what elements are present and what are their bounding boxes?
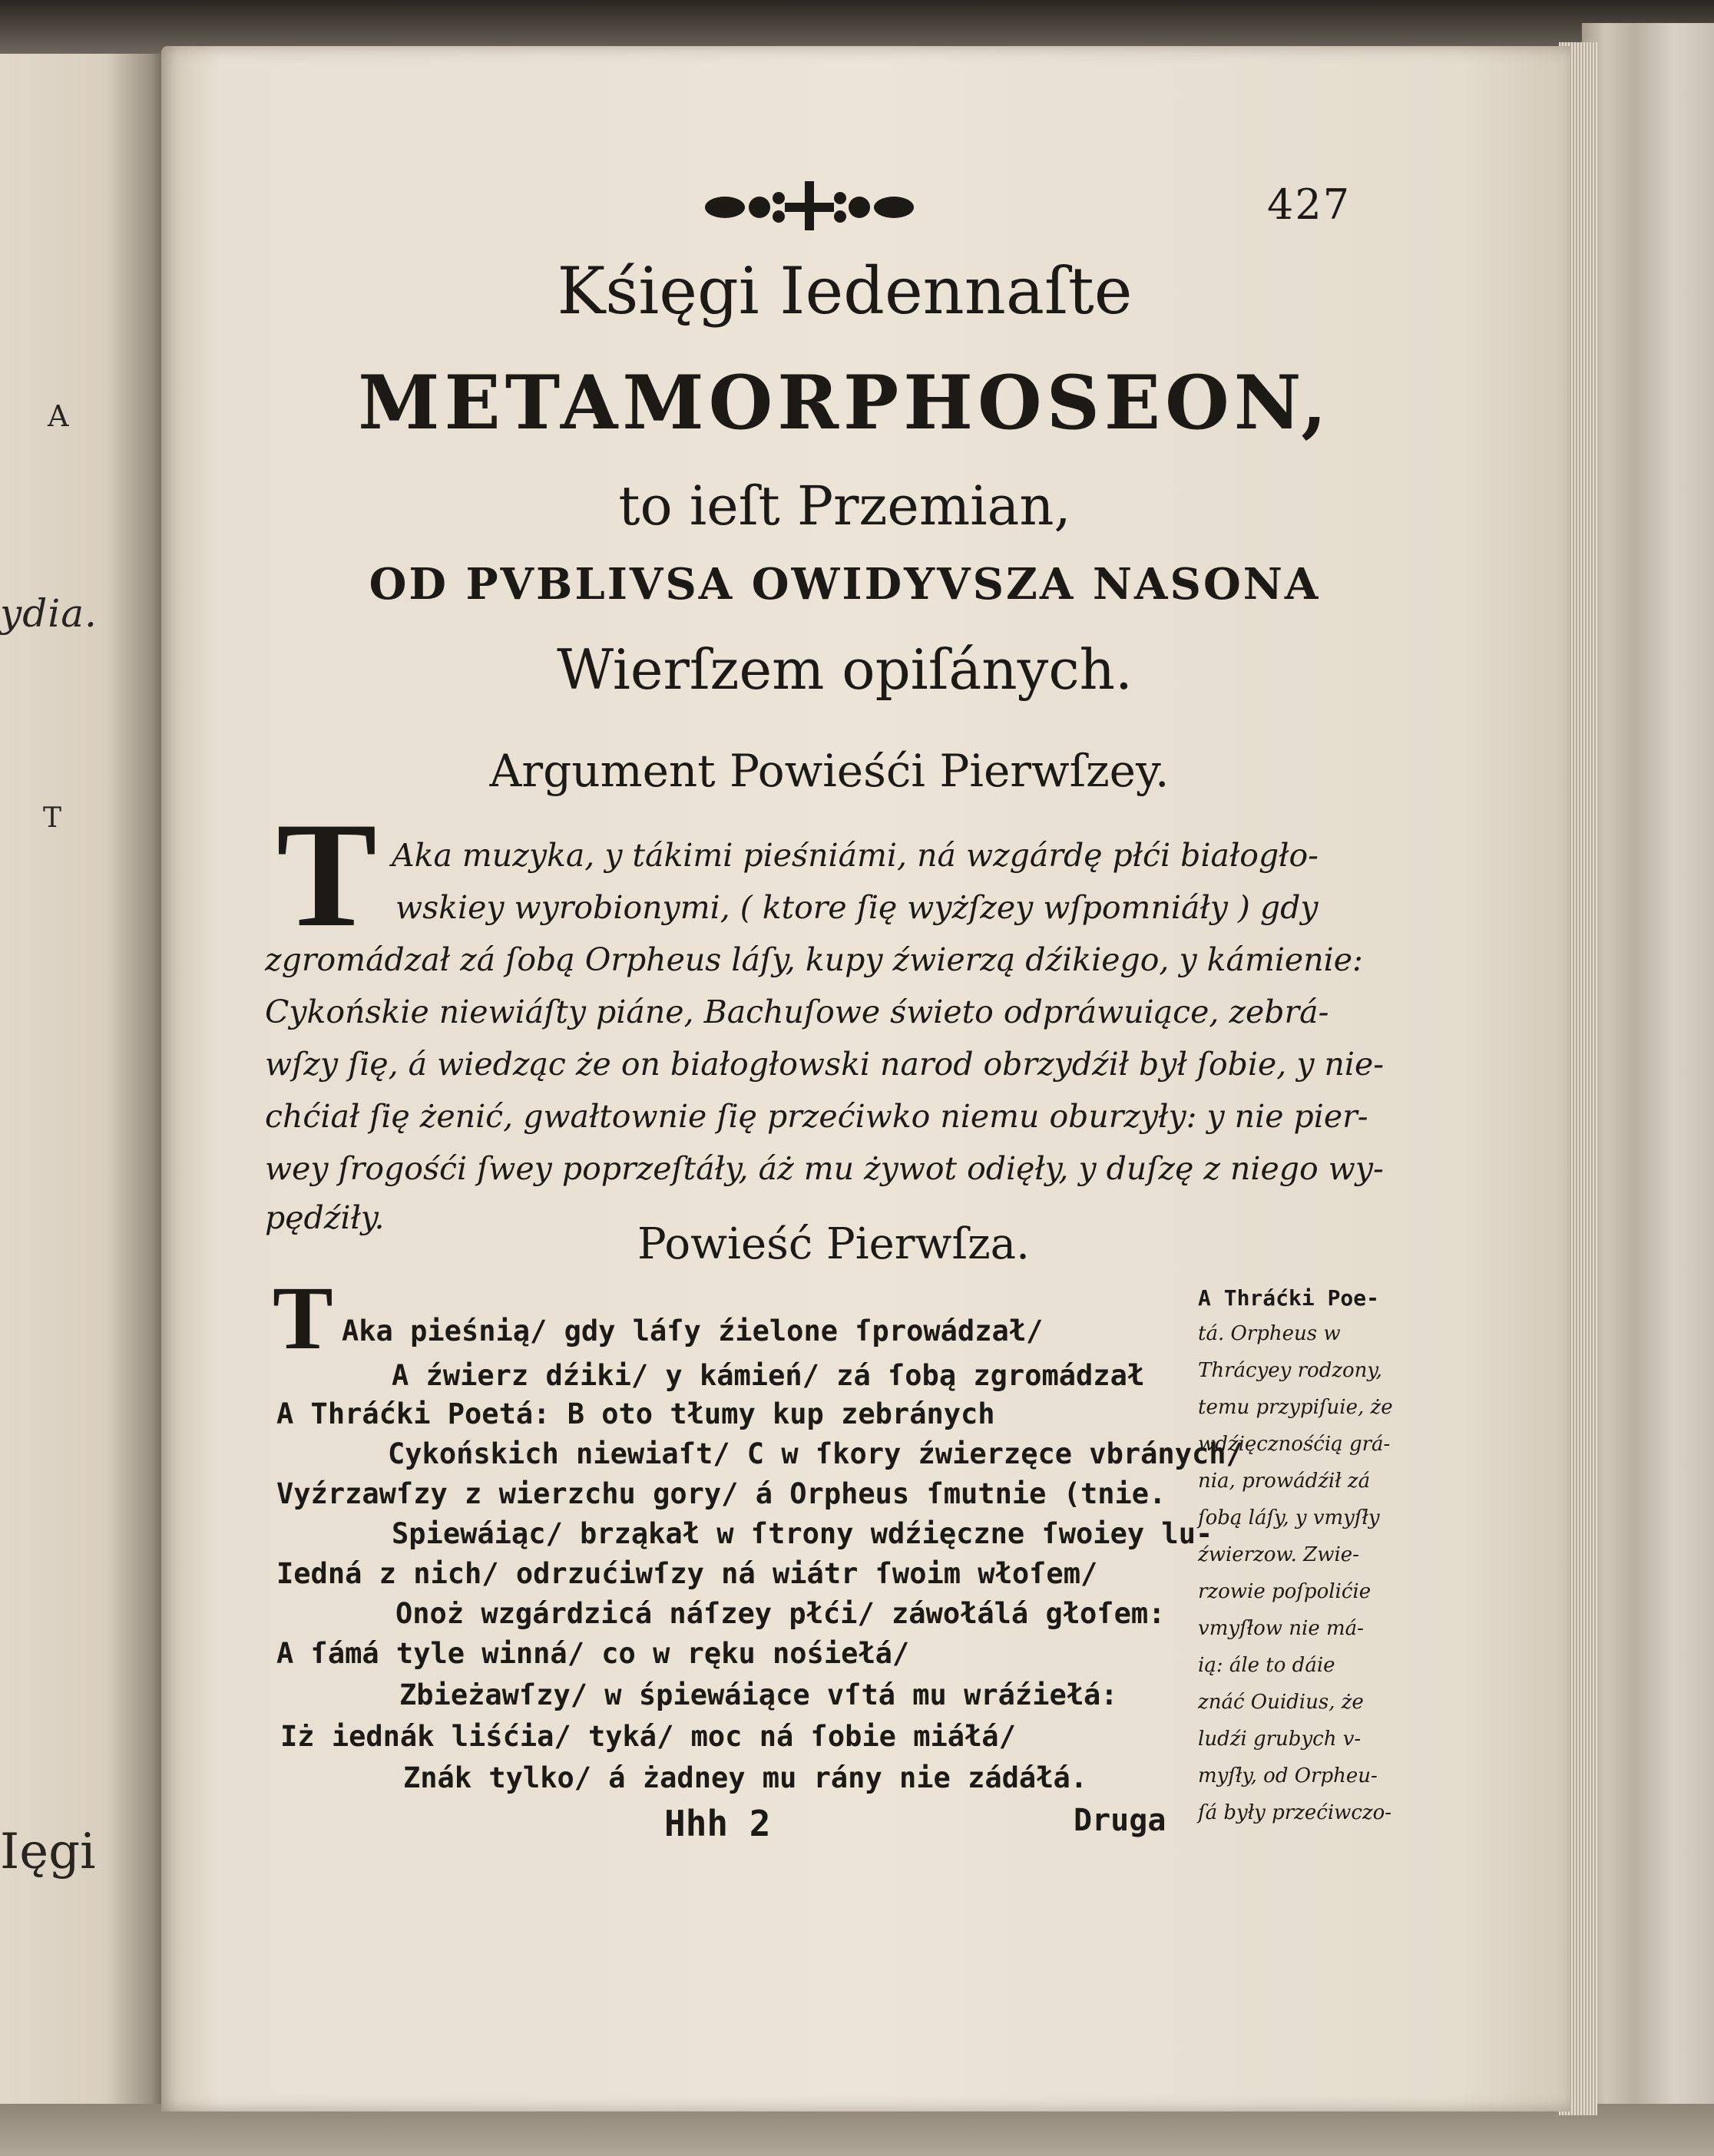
poem-line: A ſámá tyle winná/ co w ręku nośiełá/ — [276, 1637, 910, 1670]
bottom-shadow — [0, 2104, 1714, 2156]
argument-line: Cykońskie niewiáſty piáne, Bachuſowe świeto odpráwuiące, zebrá- — [265, 994, 1329, 1030]
margin-note-line: temu przypiſuie, że — [1198, 1396, 1393, 1419]
margin-note-line: myſły, od Orpheu- — [1198, 1764, 1378, 1787]
argument-line: chćiał ſię żenić, gwałtownie ſię przećiwko niemu oburzyły: y nie pier- — [265, 1098, 1368, 1135]
margin-note-line: ią: ále to dáie — [1198, 1654, 1335, 1677]
margin-note-line: ſá były przećiwczo- — [1198, 1801, 1392, 1824]
title-line: METAMORPHOSEON, — [358, 359, 1332, 446]
margin-note-line: Thrácyey rodzony, — [1198, 1359, 1382, 1382]
left-page-fragment: Ięgi — [0, 1824, 96, 1880]
title-line: OD PVBLIVSA OWIDYVSZA NASONA — [369, 559, 1321, 610]
poem-line: Cykońskich niewiaſt/ C w ſkory źwierzęce vbránych/ — [388, 1437, 1243, 1470]
poem-line: A źwierz dźiki/ y kámień/ zá ſobą zgromádzał — [392, 1359, 1145, 1392]
argument-line: wskiey wyrobionymi, ( ktore ſię wyżſzey wſpomniáły ) gdy — [395, 889, 1319, 926]
poem-line: Aka pieśnią/ gdy láſy źielone ſprowádzał/ — [342, 1314, 1044, 1348]
margin-note-line: znáć Ouidius, że — [1198, 1691, 1364, 1714]
title-line: Wierſzem opiſánych. — [557, 637, 1133, 702]
title-line: Kśięgi Iedennaſte — [557, 253, 1133, 329]
left-page-fragment: ydia. — [0, 591, 98, 636]
page-number: 427 — [1267, 180, 1352, 229]
left-page-fragment: T — [43, 802, 62, 834]
catchword: Druga — [1074, 1803, 1166, 1838]
margin-note-line: tá. Orpheus w — [1198, 1322, 1341, 1345]
margin-note-line: źwierzow. Zwie- — [1198, 1543, 1359, 1566]
margin-note-line: rzowie poſpolićie — [1198, 1580, 1372, 1603]
margin-note-line: ſobą láſy, y vmyſły — [1198, 1506, 1380, 1529]
argument-line: pędźiły. — [265, 1199, 385, 1236]
margin-note-line: nia, prowádźił zá — [1198, 1470, 1371, 1493]
argument-line: wſzy ſię, á wiedząc że on białogłowski narod obrzydźił był ſobie, y nie- — [265, 1046, 1385, 1083]
margin-note-line: vmyſłow nie má- — [1198, 1617, 1364, 1640]
poem-line: Iedná z nich/ odrzućiwſzy ná wiátr ſwoim włoſem/ — [276, 1557, 1098, 1590]
poem-heading: Powieść Pierwſza. — [637, 1219, 1030, 1269]
poem-line: Zbieżawſzy/ w śpiewáiące vſtá mu wráźiełá: — [399, 1678, 1118, 1711]
argument-line: zgromádzał zá ſobą Orpheus láſy, kupy źwierzą dźikiego, y kámienie: — [265, 941, 1363, 978]
poem-dropcap: T — [273, 1268, 333, 1368]
poem-line: Iż iednák liśćia/ tyká/ moc ná ſobie miáłá/ — [280, 1720, 1016, 1753]
argument-heading: Argument Powieśći Pierwſzey. — [489, 745, 1170, 797]
poem-line: Vyźrzawſzy z wierzchu gory/ á Orpheus ſmutnie (tnie. — [276, 1477, 1166, 1510]
argument-line: Aka muzyka, y tákimi pieśniámi, ná wzgárdę płći białogło- — [392, 837, 1319, 874]
poem-line: Spiewáiąc/ brząkał w ſtrony wdźięczne ſwoiey lu- — [392, 1517, 1213, 1550]
left-page-fragment: A — [48, 399, 69, 433]
book-right-edge — [1582, 23, 1714, 2156]
margin-note-line: A Thráćki Poe- — [1198, 1285, 1380, 1311]
argument-dropcap: T — [276, 792, 377, 958]
ornament-icon — [702, 175, 917, 236]
margin-note-line: ludźi grubych v- — [1198, 1728, 1362, 1751]
margin-note-line: wdźięcznośćią grá- — [1198, 1433, 1391, 1456]
poem-line: Znák tylko/ á żadney mu rány nie zádáłá. — [403, 1761, 1088, 1794]
poem-line: Onoż wzgárdzicá náſzey płći/ záwołálá głoſem: — [395, 1597, 1166, 1630]
title-line: to ieſt Przemian, — [618, 475, 1071, 537]
argument-line: wey ſrogośći ſwey poprzeſtáły, áż mu żywot odięły, y duſzę z niego wy- — [265, 1150, 1384, 1187]
signature-mark: Hhh 2 — [664, 1803, 771, 1844]
poem-line: A Thráćki Poetá: B oto tłumy kup zebránych — [276, 1397, 995, 1430]
left-page — [0, 54, 177, 2156]
